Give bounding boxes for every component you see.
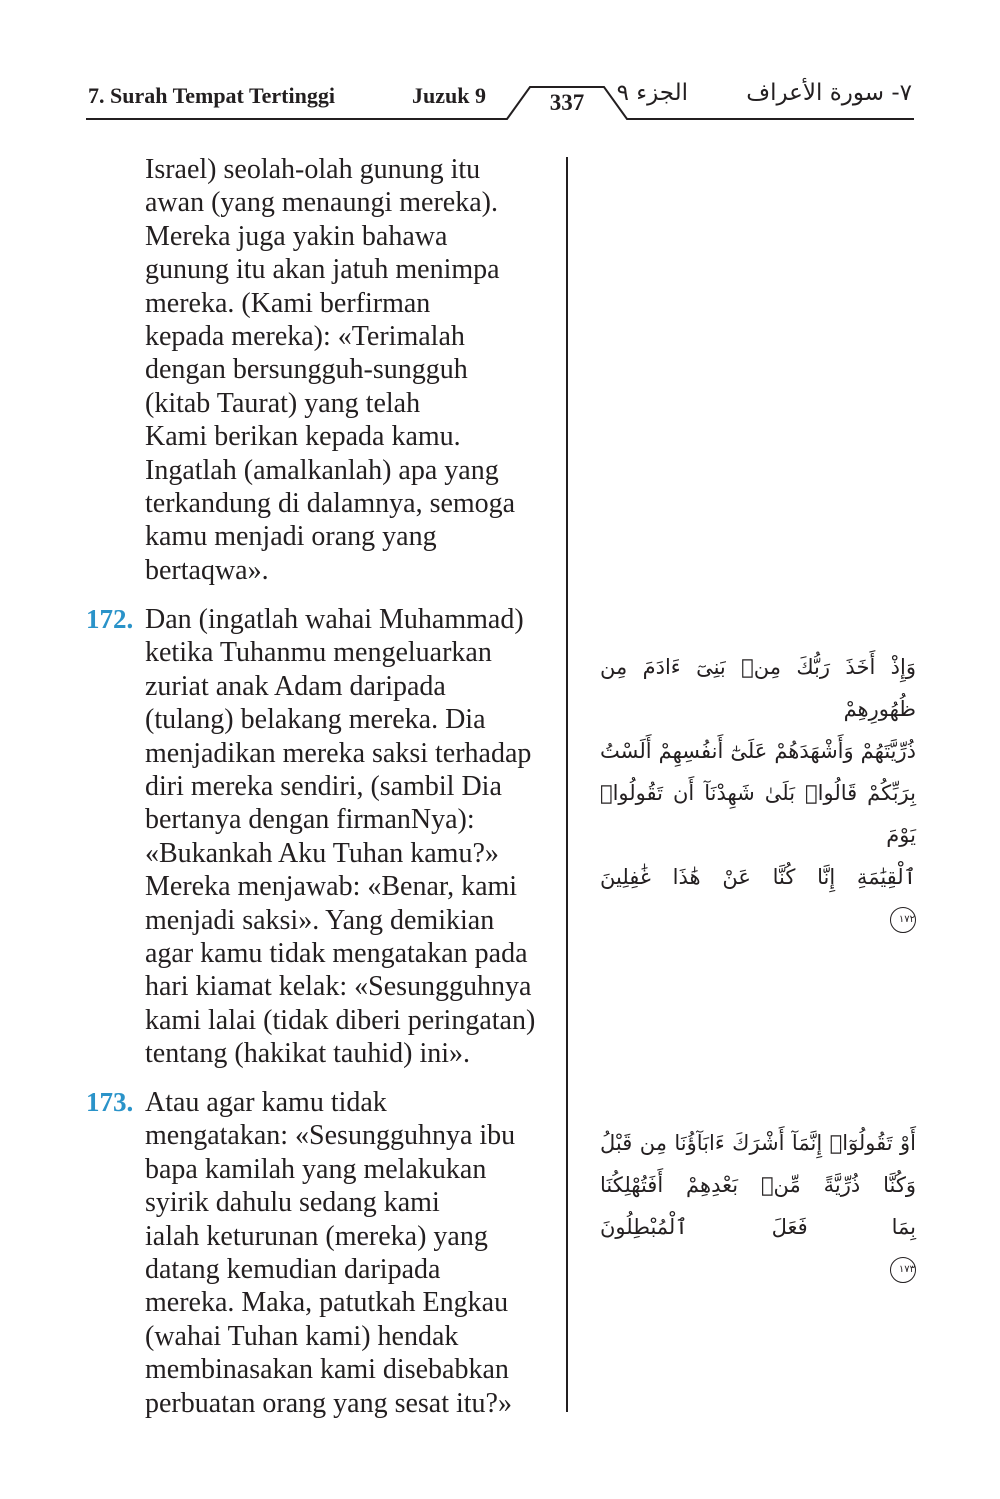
verse-translation-172: Dan (ingatlah wahai Muhammad) ketika Tuhanmu mengeluarkan zuriat anak Adam daripada (tulang) belakang mereka. Dia menjadikan mereka saksi terhadap diri mereka sendiri, (sambil Dia bertanya dengan firmanNya): «Bukankah Aku Tuhan kamu?» Mereka menjawab: «Benar, kami menjadi saksi». Yang demikian agar kamu tidak mengatakan pada hari kiamat kelak: «Sesungguhnya kami lalai (tidak diberi peringatan) tentang (hakikat tauhid) ini». (145, 604, 536, 1070)
continuation-paragraph: Israel) seolah-olah gunung itu awan (yang menaungi mereka). Mereka juga yakin bahawa gunung itu akan jatuh menimpa mereka. (Kami berfirman kepada mereka): «Terimalah dengan bersungguh-sungguh (kitab Taurat) yang telah Kami berikan kepada kamu. Ingatlah (amalkanlah) apa yang terkandung di dalamnya, semoga kamu menjadi orang yang bertaqwa». (145, 154, 516, 586)
header-rule (0, 0, 1000, 130)
verse-arabic-173 (600, 1080, 916, 1290)
arabic-text: وَإِذْ أَخَذَ رَبُّكَ مِنۢ بَنِىٓ ءَادَمَ مِن ظُهُورِهِمْ ذُرِّيَّتَهُمْ وَأَشْهَدَهُمْ عَلَىٰٓ أَنفُسِهِمْ أَلَسْتُ بِرَبِّكُمْ قَالُوا۟ بَلَىٰ شَهِدْنَآ أَن تَقُولُوا۟ يَوْمَ ٱلْقِيَٰمَةِ إِنَّا كُنَّا عَنْ هَٰذَا غَٰفِلِينَ (600, 655, 916, 889)
verse-number-172: 172. (86, 604, 134, 634)
arabic-text: أَوْ تَقُولُوٓا۟ إِنَّمَآ أَشْرَكَ ءَابَآؤُنَا مِن قَبْلُ وَكُنَّا ذُرِّيَّةً مِّنۢ بَعْدِهِمْ أَفَتُهْلِكُنَا بِمَا فَعَلَ ٱلْمُبْطِلُونَ (600, 1131, 916, 1239)
page-number: 337 (549, 90, 585, 115)
juz-arabic: الجزء ٩ (616, 80, 688, 106)
verse-arabic-172 (600, 604, 916, 940)
ayah-end-marker: ١٧٢ (890, 907, 916, 933)
ayah-end-marker: ١٧٣ (890, 1257, 916, 1283)
juz-label: Juzuk 9 (412, 83, 486, 108)
surah-title: 7. Surah Tempat Tertinggi (88, 83, 335, 108)
verse-number-173: 173. (86, 1087, 134, 1117)
column-divider (566, 157, 568, 1412)
verse-translation-173: Atau agar kamu tidak mengatakan: «Sesungguhnya ibu bapa kamilah yang melakukan syirik dahulu sedang kami ialah keturunan (mereka) yang datang kemudian daripada mereka. Maka, patutkah Engkau (wahai Tuhan kami) hendak membinasakan kami disebabkan perbuatan orang yang sesat itu?» (145, 1087, 516, 1419)
surah-title-arabic: ٧- سورة الأعراف (746, 80, 912, 106)
